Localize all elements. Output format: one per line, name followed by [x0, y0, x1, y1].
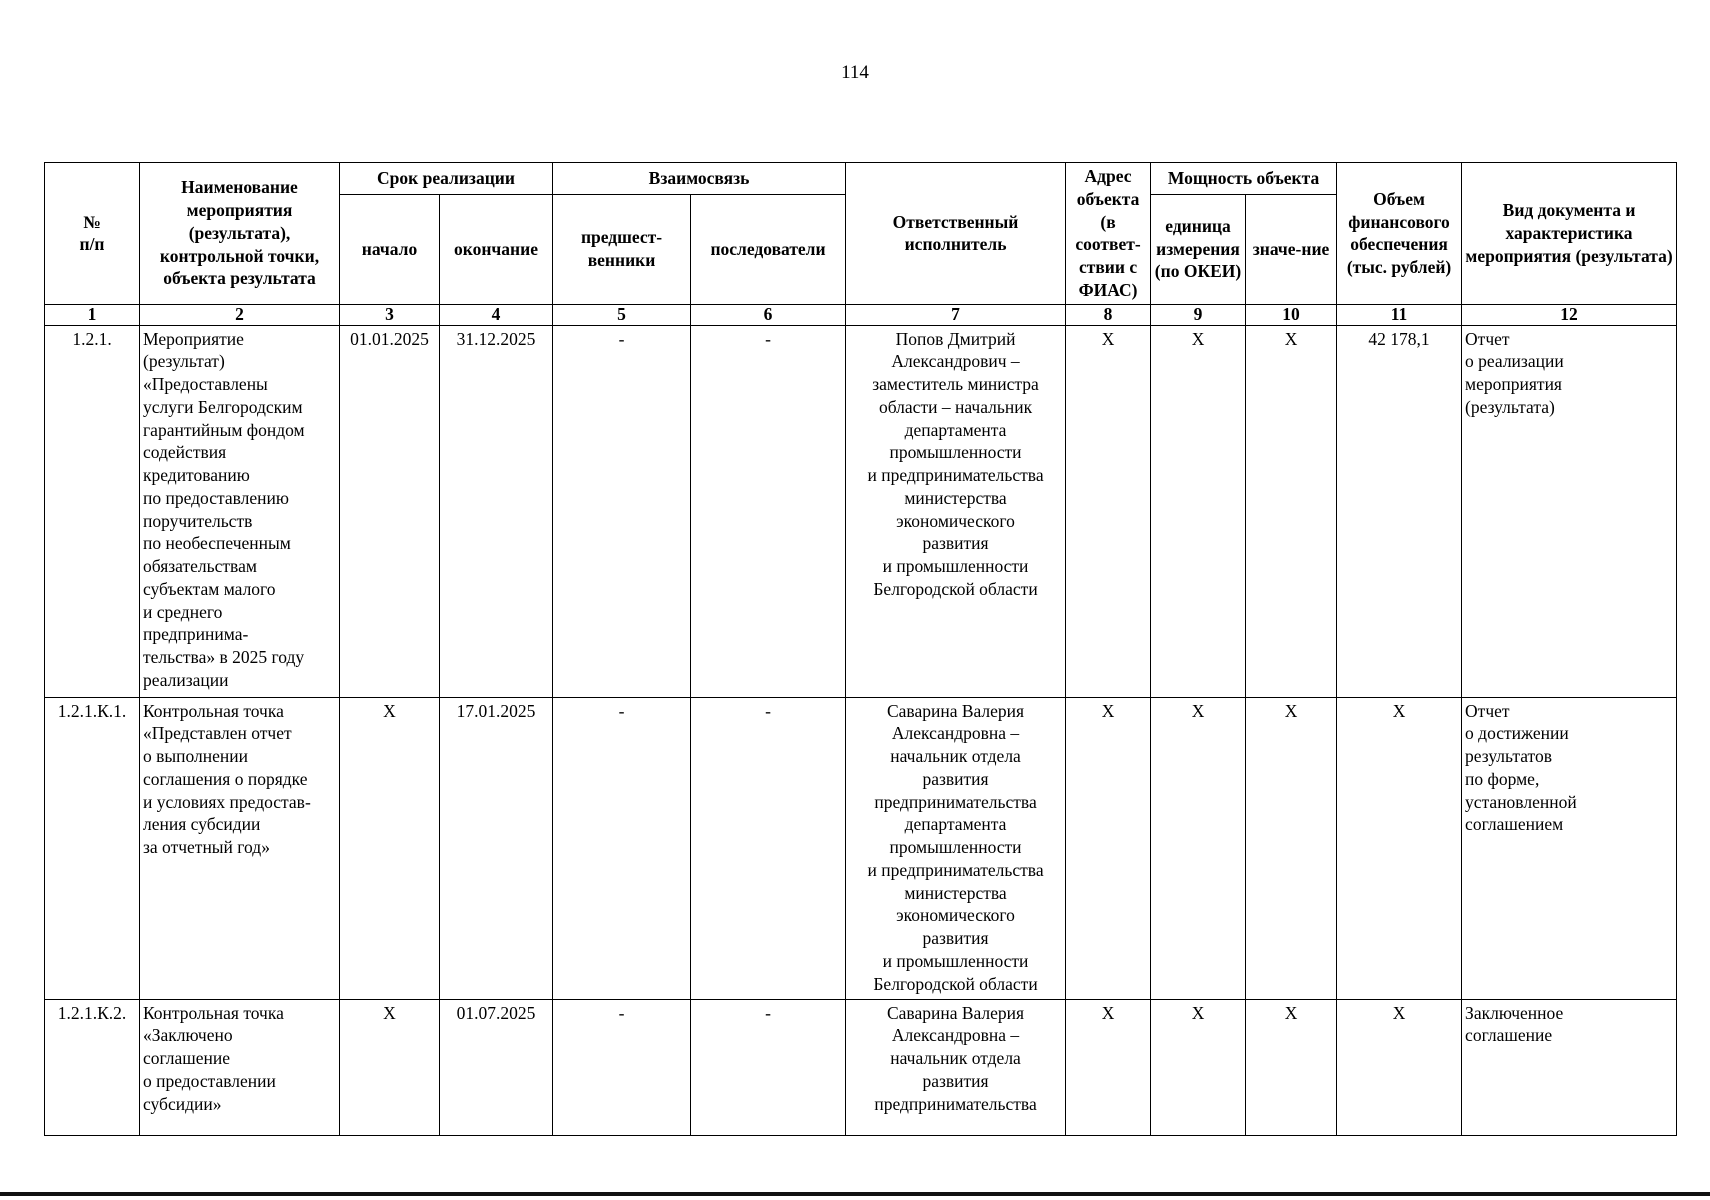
header-num: № п/п	[45, 163, 140, 305]
row-num: 1.2.1.	[45, 325, 140, 697]
row-unit: Х	[1151, 999, 1246, 1135]
row-doc: Отчет о реализации мероприятия (результата)	[1462, 325, 1677, 697]
row-start: Х	[340, 999, 440, 1135]
row-num: 1.2.1.К.1.	[45, 697, 140, 999]
column-number: 10	[1246, 304, 1337, 325]
row-responsible: Попов Дмитрий Александрович – заместитель министра области – начальник департамента промышленности и предпринимательства министерства экономического развития и промышленности Белгородской области	[846, 325, 1066, 697]
row-end: 01.07.2025	[440, 999, 553, 1135]
header-row-1	[45, 163, 1677, 195]
row-start: 01.01.2025	[340, 325, 440, 697]
column-number: 11	[1337, 304, 1462, 325]
header-link-succ: последователи	[691, 194, 846, 304]
row-pred: -	[553, 999, 691, 1135]
column-number: 5	[553, 304, 691, 325]
row-responsible: Саварина Валерия Александровна – начальник отдела развития предпринимательства	[846, 999, 1066, 1135]
column-number: 1	[45, 304, 140, 325]
page-number: 114	[841, 62, 869, 83]
row-name: Контрольная точка «Представлен отчет о выполнении соглашения о порядке и условиях предостав- ления субсидии за отчетный год»	[140, 697, 340, 999]
row-unit: Х	[1151, 325, 1246, 697]
activities-table	[44, 162, 1677, 1136]
column-number: 7	[846, 304, 1066, 325]
header-link-pred: предшест-венники	[553, 194, 691, 304]
row-num: 1.2.1.К.2.	[45, 999, 140, 1135]
scan-edge-line	[0, 1192, 1710, 1196]
row-value: Х	[1246, 999, 1337, 1135]
row-succ: -	[691, 325, 846, 697]
table-row	[45, 999, 1677, 1135]
row-succ: -	[691, 999, 846, 1135]
table-row	[45, 325, 1677, 697]
column-number: 2	[140, 304, 340, 325]
row-address: Х	[1066, 697, 1151, 999]
header-capacity-value: значе-ние	[1246, 194, 1337, 304]
row-finance: Х	[1337, 999, 1462, 1135]
column-number: 6	[691, 304, 846, 325]
header-address: Адрес объекта (в соответ-ствии с ФИАС)	[1066, 163, 1151, 305]
header-link-group: Взаимосвязь	[553, 163, 846, 195]
row-pred: -	[553, 325, 691, 697]
header-name: Наименование мероприятия (результата), контрольной точки, объекта результата	[140, 163, 340, 305]
column-number: 4	[440, 304, 553, 325]
row-responsible: Саварина Валерия Александровна – начальник отдела развития предпринимательства департамента промышленности и предпринимательства министерства экономического развития и промышленности Белгородской области	[846, 697, 1066, 999]
row-end: 17.01.2025	[440, 697, 553, 999]
column-number: 9	[1151, 304, 1246, 325]
row-pred: -	[553, 697, 691, 999]
row-end: 31.12.2025	[440, 325, 553, 697]
header-term-end: окончание	[440, 194, 553, 304]
row-unit: Х	[1151, 697, 1246, 999]
row-address: Х	[1066, 325, 1151, 697]
row-finance: 42 178,1	[1337, 325, 1462, 697]
row-doc: Заключенное соглашение	[1462, 999, 1677, 1135]
row-value: Х	[1246, 697, 1337, 999]
header-term-group: Срок реализации	[340, 163, 553, 195]
column-number-row	[45, 304, 1677, 325]
row-name: Контрольная точка «Заключено соглашение о предоставлении субсидии»	[140, 999, 340, 1135]
row-finance: Х	[1337, 697, 1462, 999]
row-start: Х	[340, 697, 440, 999]
header-capacity-unit: единица измерения (по ОКЕИ)	[1151, 194, 1246, 304]
table-row	[45, 697, 1677, 999]
row-succ: -	[691, 697, 846, 999]
row-value: Х	[1246, 325, 1337, 697]
header-finance: Объем финансового обеспечения (тыс. рублей)	[1337, 163, 1462, 305]
row-address: Х	[1066, 999, 1151, 1135]
row-doc: Отчет о достижении результатов по форме, установленной соглашением	[1462, 697, 1677, 999]
column-number: 8	[1066, 304, 1151, 325]
header-term-start: начало	[340, 194, 440, 304]
column-number: 12	[1462, 304, 1677, 325]
column-number: 3	[340, 304, 440, 325]
header-capacity-group: Мощность объекта	[1151, 163, 1337, 195]
row-name: Мероприятие (результат) «Предоставлены услуги Белгородским гарантийным фондом содействия кредитованию по предоставлению поручительств по необеспеченным обязательствам субъектам малого и среднего предпринима- тельства» в 2025 году реализации	[140, 325, 340, 697]
header-responsible: Ответственный исполнитель	[846, 163, 1066, 305]
header-doc: Вид документа и характеристика мероприятия (результата)	[1462, 163, 1677, 305]
